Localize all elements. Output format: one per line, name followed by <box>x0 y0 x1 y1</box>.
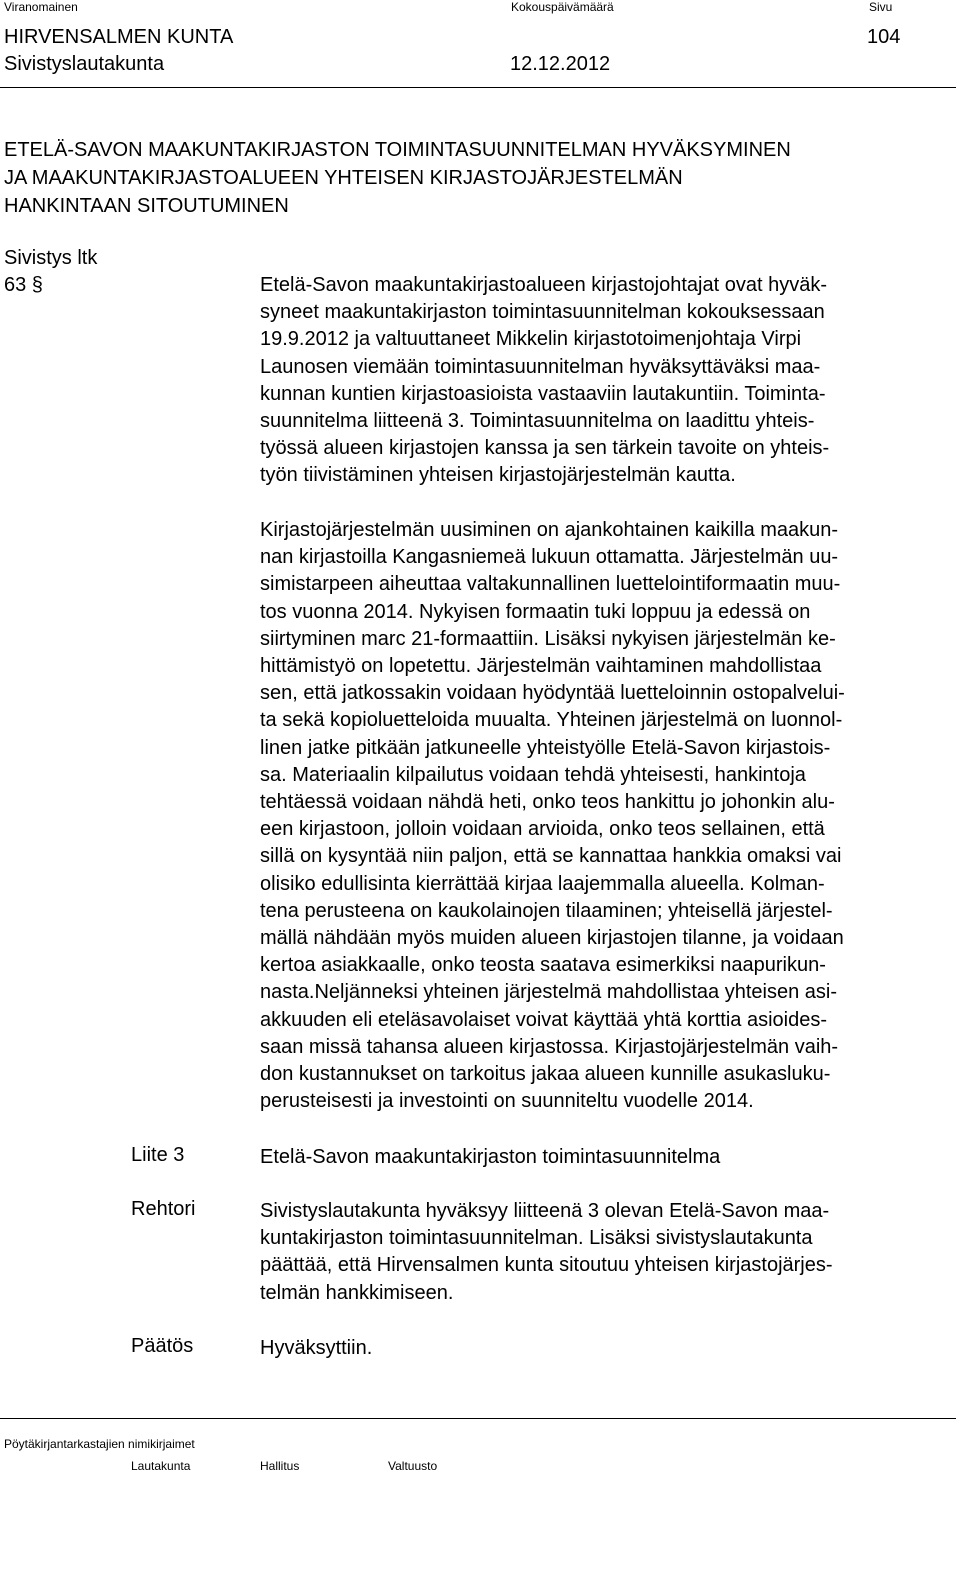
header-label-sivu: Sivu <box>869 0 893 14</box>
title-line: ETELÄ-SAVON MAAKUNTAKIRJASTON TOIMINTASUUNNITELMAN HYVÄKSYMINEN <box>4 139 791 161</box>
header-divider <box>0 87 956 88</box>
footer-signatures-label: Pöytäkirjantarkastajien nimikirjaimet <box>4 1437 195 1451</box>
section-label: Sivistys ltk <box>4 247 98 269</box>
paragraph-line: mällä nähdään myös muiden alueen kirjastojen tilanne, ja voidaan <box>260 927 844 950</box>
paragraph-line: tos vuonna 2014. Nykyisen formaatin tuki loppuu ja edessä on <box>260 600 811 623</box>
paragraph-line: ta sekä kopioluetteloida muualta. Yhteinen järjestelmä on luonnol- <box>260 709 843 732</box>
paragraph-line: kuntakirjaston toimintasuunnitelman. Lisäksi sivistyslautakunta <box>260 1227 813 1250</box>
header-label-viranomainen: Viranomainen <box>4 0 78 14</box>
paragraph-line: 19.9.2012 ja valtuuttaneet Mikkelin kirjastotoimenjohtaja Virpi <box>260 328 802 351</box>
paragraph-line: sen, että jatkossakin voidaan hyödyntää luetteloinnin ostopalvelui- <box>260 682 845 705</box>
title-line: JA MAAKUNTAKIRJASTOALUEEN YHTEISEN KIRJASTOJÄRJESTELMÄN <box>4 167 683 189</box>
footer-divider <box>0 1418 956 1419</box>
paragraph-line: olisiko edullisinta kierrättää kirjaa laajemmalla alueella. Kolman- <box>260 872 825 895</box>
paragraph-line: telmän hankkimiseen. <box>260 1281 454 1304</box>
paragraph-line: työssä alueen kirjastojen kanssa ja sen tärkein tavoite on yhteis- <box>260 437 830 460</box>
header-label-kokouspaivamaara: Kokouspäivämäärä <box>511 0 614 14</box>
decision-text: Hyväksyttiin. <box>260 1337 373 1359</box>
proposal-label: Rehtori <box>131 1198 196 1220</box>
proposal-text <box>260 1198 833 1307</box>
paragraph-line: hittämistyö on lopetettu. Järjestelmän vaihtaminen mahdollistaa <box>260 655 822 678</box>
paragraph-line: syneet maakuntakirjaston toimintasuunnitelman kokouksessaan <box>260 301 825 324</box>
paragraph-line: kunnan kuntien kirjastoasioista vastaaviin lautakuntiin. Toiminta- <box>260 382 826 405</box>
paragraph-line: päättää, että Hirvensalmen kunta sitoutuu yhteisen kirjastojärjes- <box>260 1254 833 1277</box>
paragraph-line: akkuuden eli eteläsavolaiset voivat käyttää yhtä korttia asioides- <box>260 1008 827 1031</box>
paragraph-line: kertoa asiakkaalle, onko teosta saatava esimerkiksi naapurikun- <box>260 954 826 977</box>
footer-col-valtuusto: Valtuusto <box>388 1459 438 1473</box>
paragraph-line: don kustannukset on tarkoitus jakaa alueen kunnille asukasluku- <box>260 1063 831 1086</box>
paragraph-line: nasta.Neljänneksi yhteinen järjestelmä mahdollistaa yhteisen asi- <box>260 981 837 1004</box>
paragraph-line: perusteisesti ja investointi on suunniteltu vuodelle 2014. <box>260 1090 754 1113</box>
paragraph-line: suunnitelma liitteenä 3. Toimintasuunnitelma on laadittu yhteis- <box>260 410 815 433</box>
paragraph-line: saan missä tahansa alueen kirjastossa. Kirjastojärjestelmän vaih- <box>260 1035 839 1058</box>
footer-col-lautakunta: Lautakunta <box>131 1459 191 1473</box>
meeting-date: 12.12.2012 <box>510 53 611 75</box>
paragraph-line: työn tiivistäminen yhteisen kirjastojärjestelmän kautta. <box>260 464 736 487</box>
footer-col-hallitus: Hallitus <box>260 1459 300 1473</box>
paragraph-line: nan kirjastoilla Kangasniemeä lukuun ottamatta. Järjestelmän uu- <box>260 546 839 569</box>
paragraph-line: Sivistyslautakunta hyväksyy liitteenä 3 olevan Etelä-Savon maa- <box>260 1200 830 1222</box>
paragraph-line: Etelä-Savon maakuntakirjastoalueen kirjastojohtajat ovat hyväk- <box>260 274 827 296</box>
document-title <box>4 136 791 220</box>
paragraph-intro <box>260 272 829 490</box>
paragraph-line: tena perusteena on kaukolainojen tilaaminen; yhteisellä järjestel- <box>260 899 833 922</box>
paragraph-line: sillä on kysyntää niin paljon, että se kannattaa hankkia omaksi vai <box>260 845 842 868</box>
paragraph-line: Kirjastojärjestelmän uusiminen on ajankohtainen kaikilla maakun- <box>260 519 839 541</box>
paragraph-line: simistarpeen aiheuttaa valtakunnallinen luettelointiformaatin muu- <box>260 573 841 596</box>
paragraph-line: siirtyminen marc 21-formaattiin. Lisäksi nykyisen järjestelmän ke- <box>260 627 836 650</box>
paragraph-background <box>260 517 845 1115</box>
paragraph-line: linen jatke pitkään jatkuneelle yhteistyölle Etelä-Savon kirjastois- <box>260 736 831 759</box>
page-number: 104 <box>867 26 901 48</box>
paragraph-line: sa. Materiaalin kilpailutus voidaan tehdä yhteisesti, hankintoja <box>260 763 806 786</box>
organization-name: HIRVENSALMEN KUNTA <box>4 26 234 48</box>
section-number: 63 § <box>4 274 43 296</box>
attachment-text: Etelä-Savon maakuntakirjaston toimintasuunnitelma <box>260 1146 721 1168</box>
committee-name: Sivistyslautakunta <box>4 53 165 75</box>
paragraph-line: een kirjastoon, jolloin voidaan arvioida, onko teos sellainen, että <box>260 818 825 841</box>
paragraph-line: Launosen viemään toimintasuunnitelman hyväksyttäväksi maa- <box>260 355 821 378</box>
paragraph-line: tehtäessä voidaan nähdä heti, onko teos hankittu jo johonkin alu- <box>260 791 835 814</box>
attachment-label: Liite 3 <box>131 1144 185 1166</box>
title-line: HANKINTAAN SITOUTUMINEN <box>4 195 289 217</box>
decision-label: Päätös <box>131 1335 194 1357</box>
